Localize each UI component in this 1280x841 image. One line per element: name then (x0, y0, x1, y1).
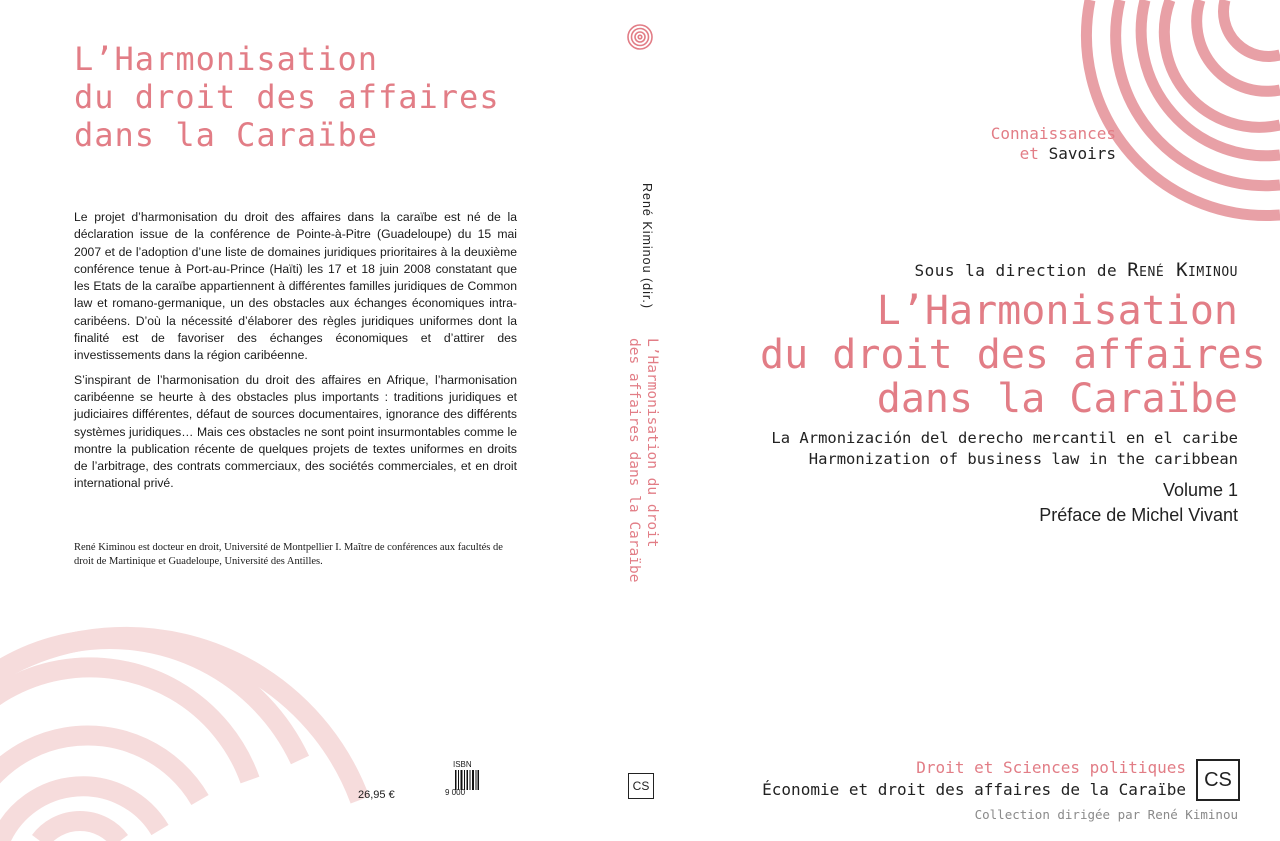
spine-publisher-logo: CS (628, 773, 654, 799)
editor-prefix: Sous la direction de (914, 261, 1128, 280)
barcode-icon (455, 770, 479, 790)
labyrinth-decoration-front (1060, 0, 1280, 225)
series-line-1: Connaissances (990, 124, 1116, 143)
series-line-2-prefix: et (1019, 144, 1049, 163)
volume-info (900, 478, 1238, 528)
front-title-line-3: dans la Caraïbe (876, 376, 1238, 422)
collection-line-2: Économie et droit des affaires de la Caraïbe (762, 780, 1186, 799)
front-title-line-1: L’Harmonisation (876, 288, 1238, 334)
blurb-paragraph-1: Le projet d’harmonisation du droit des affaires dans la caraïbe est né de la déclaration issue de la conférence de Pointe-à-Pitre (Guadeloupe) du 15 mai 2007 et de l’adoption d’une liste de domaines juridiques prioritaires à la deuxième conférence tenue à Port-au-Prince (Haïti) les 17 et 18 juin 2008 constatant que les Etats de la caraïbe appartiennent à différentes familles juridiques de Common law et romano-germanique, un des obstacles aux échanges économiques intra-caribéens. D’où la nécessité d’élaborer des règles juridiques uniformes dont la finalité est de favoriser des échanges économiques et d’attirer des investissements dans la région caribéenne. (74, 210, 517, 363)
price: 26,95 € (358, 789, 395, 801)
isbn-label: ISBN (453, 760, 472, 769)
editor-line (790, 259, 1238, 281)
blurb-paragraph-2: S’inspirant de l’harmonisation du droit des affaires en Afrique, l’harmonisation caribéenne se heurte à des obstacles plus importants : traditions juridiques et judiciaires différentes, défaut de sources documentaires, ignorance des différents systèmes juridiques… Mais ces obstacles ne sont point insurmontables comme le montre la publication récente de quelques projets de textes uniformes en droits de l’arbitrage, des contrats commerciaux, des sociétés commerciales, et en droit international privé. (74, 372, 517, 491)
publisher-logo: CS (1196, 759, 1240, 801)
subtitle-spanish: La Armonización del derecho mercantil en el caribe (771, 429, 1238, 447)
spine-title-line-2: des affaires dans la Caraïbe (626, 338, 642, 583)
series-name (946, 124, 1116, 164)
back-title-line-2: du droit des affaires (74, 78, 500, 116)
back-title-line-1: L’Harmonisation (74, 40, 378, 78)
back-title-line-3: dans la Caraïbe (74, 116, 378, 154)
collection-line-1: Droit et Sciences politiques (916, 758, 1186, 777)
front-title-line-2: du droit des affaires (760, 332, 1266, 378)
author-bio: René Kiminou est docteur en droit, Université de Montpellier I. Maître de conférences aux facultés de droit de Martinique et Guadeloupe, Université des Antilles. (74, 542, 503, 567)
collection-director: Collection dirigée par René Kiminou (974, 807, 1238, 822)
subtitle-english: Harmonization of business law in the caribbean (808, 450, 1238, 468)
spine-title-line-1: L’Harmonisation du droit (644, 338, 660, 548)
isbn-barcode (445, 760, 483, 800)
front-cover-title (760, 288, 1266, 422)
series-line-2 (946, 144, 1116, 164)
series-line-2-word: Savoirs (1048, 144, 1116, 163)
back-cover-title (74, 40, 500, 154)
isbn-number: 9 000 (445, 788, 466, 797)
collection-info (740, 757, 1186, 801)
volume-number: Volume 1 (1162, 480, 1238, 500)
spine-round-logo (626, 23, 654, 51)
subtitles (740, 428, 1238, 470)
preface-credit: Préface de Michel Vivant (1039, 505, 1238, 525)
spine-author-text: René Kiminou (dir.) (640, 183, 654, 309)
back-cover-blurb (74, 209, 517, 500)
editor-name: René Kiminou (1127, 259, 1238, 281)
spine-title (618, 338, 662, 583)
